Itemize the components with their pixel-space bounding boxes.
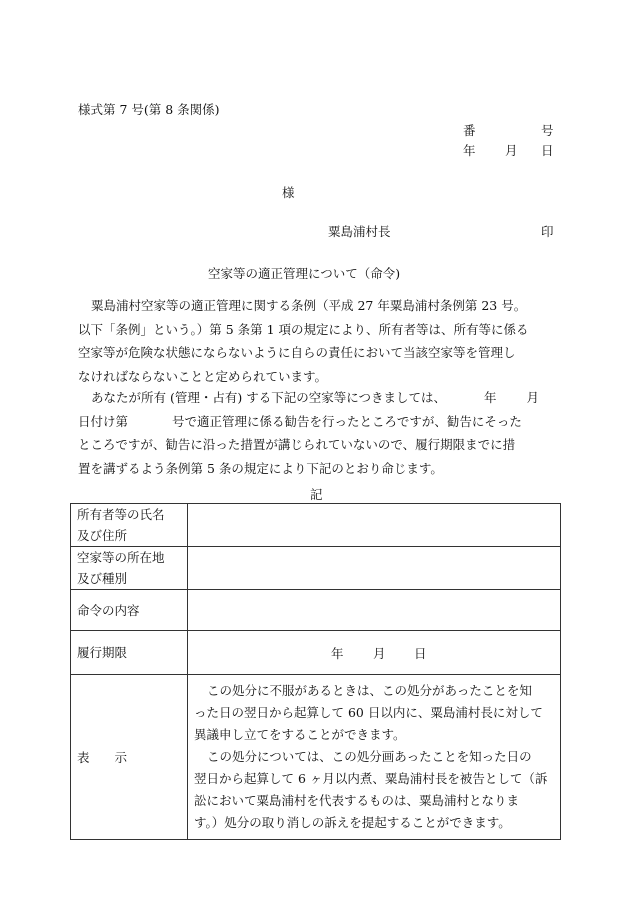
form-number-label: 様式第 7 号(第 8 条関係) <box>78 102 220 117</box>
deadline-value <box>188 631 561 675</box>
owner-name-address-value <box>188 504 561 547</box>
deadline-year-label: 年 <box>331 646 344 661</box>
notice-line: 訟において粟島浦村を代表するものは、粟島浦村となりま <box>194 793 520 808</box>
table-row <box>71 547 561 590</box>
date-month-label: 月 <box>505 143 518 158</box>
notice-line: す。）処分の取り消しの訴えを提起することができます。 <box>194 815 511 830</box>
property-location-type-label <box>71 547 188 590</box>
notice-text <box>188 675 561 840</box>
label-line: 及び種別 <box>77 571 128 586</box>
paragraph-line: ところですが、勧告に沿った措置が講じられていないので、履行期限までに措 <box>78 437 516 452</box>
blank-year-label: 年 <box>483 390 497 405</box>
blank-month-label: 月 <box>526 390 539 405</box>
paragraph-line <box>78 386 558 410</box>
deadline-day-label: 日 <box>414 646 427 661</box>
label-line: 及び住所 <box>77 528 128 543</box>
label-line: 空家等の所在地 <box>77 550 165 565</box>
date-year-label: 年 <box>463 143 476 158</box>
order-content-label: 命令の内容 <box>71 590 188 631</box>
owner-name-address-label <box>71 504 188 547</box>
deadline-label: 履行期限 <box>71 631 188 675</box>
label-line: 所有者等の氏名 <box>77 507 165 522</box>
table-row <box>71 675 561 840</box>
notice-line: この処分については、この処分画あったことを知った日の <box>207 749 532 764</box>
notice-line: った日の翌日から起算して 60 日以内に、粟島浦村長に対して <box>194 705 543 720</box>
date-day-label: 日 <box>541 143 554 158</box>
body-paragraph-2 <box>78 386 558 480</box>
order-content-value <box>188 590 561 631</box>
document-number-prefix: 番 <box>463 123 476 138</box>
paragraph-text: 日付け第 <box>78 413 129 429</box>
notice-line: 異議申し立てをすることができます。 <box>194 727 406 742</box>
paragraph-text: あなたが所有 (管理・占有) する下記の空家等につきましては、 <box>91 390 446 405</box>
property-location-type-value <box>188 547 561 590</box>
paragraph-line: 空家等が危険な状態にならないように自らの責任において当該空家等を管理し <box>78 345 516 360</box>
seal-mark: 印 <box>541 224 554 239</box>
ki-heading: 記 <box>310 487 323 502</box>
order-details-table <box>70 503 561 840</box>
paragraph-text: 号で適正管理に係る勧告を行ったところですが、勧告にそった <box>172 413 522 429</box>
table-row <box>71 590 561 631</box>
notice-line: この処分に不服があるときは、この処分があったことを知 <box>207 683 532 698</box>
notice-line: 翌日から起算して 6 ヶ月以内煮、粟島浦村長を被告として（訴 <box>194 771 548 786</box>
document-number-suffix: 号 <box>541 123 554 138</box>
paragraph-line: 粟島浦村空家等の適正管理に関する条例（平成 27 年粟島浦村条例第 23 号。 <box>91 298 527 313</box>
paragraph-line <box>78 410 558 434</box>
paragraph-line: 以下「条例」という。）第 5 条第 1 項の規定により、所有者等は、所有等に係る <box>78 321 529 337</box>
table-row <box>71 504 561 547</box>
issuer-title: 粟島浦村長 <box>328 224 391 239</box>
document-title: 空家等の適正管理について（命令) <box>208 266 401 281</box>
addressee-suffix: 様 <box>282 185 295 200</box>
notice-label: 表 示 <box>71 675 188 840</box>
body-paragraph-1 <box>78 294 558 388</box>
deadline-month-label: 月 <box>373 646 386 661</box>
table-row <box>71 631 561 675</box>
paragraph-line: 置を講ずるよう条例第 5 条の規定により下記のとおり命じます。 <box>78 460 443 476</box>
paragraph-line: なければならないことと定められています。 <box>78 368 328 384</box>
